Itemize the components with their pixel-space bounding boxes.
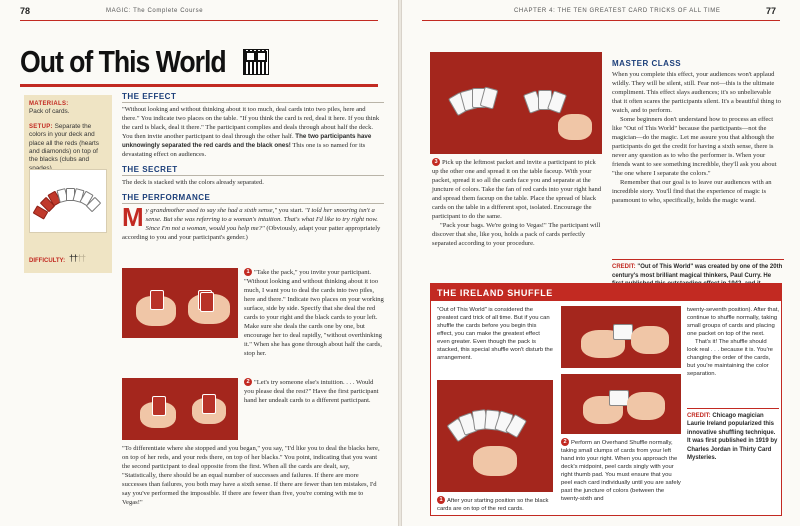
title-underline xyxy=(20,84,378,87)
credit-text-1: "Out of This World" was created by one of the 20th century's most brilliant magical thinkers, Paul Curry. He xyxy=(612,264,783,279)
ireland-photo-1 xyxy=(561,306,681,368)
materials-sidebar xyxy=(24,95,112,273)
ireland-col3 xyxy=(687,306,779,378)
running-head-right: CHAPTER 4: THE TEN GREATEST CARD TRICKS OF ALL TIME xyxy=(514,8,721,14)
step3-number: 3 xyxy=(432,158,440,166)
ireland-step2-body: Perform an Overhand Shuffle normally, taking small clumps of cards from your left hand into your right. When you approach the deck's midpoint, peel cards singly with your right thumb pad. You must ensure that you peel each card individually until you are safely past the juncture of colors (between the twenty-sixth and xyxy=(561,440,681,502)
drop-cap: M xyxy=(122,202,144,232)
master-class-p3: Remember that our goal is to leave our audiences with an incredible story. You'll find that the experience of magic is paramount to who, specifically, holds the magic wand. xyxy=(612,179,772,204)
effect-heading: THE EFFECT xyxy=(122,92,384,103)
setup-label: SETUP: xyxy=(29,123,53,130)
credit-box-2 xyxy=(687,408,779,462)
header-rule-left xyxy=(20,20,378,21)
intro-plain-2: (Obviously, adapt your patter appropriately according to you and your participant's gender.) xyxy=(122,225,381,241)
right-page xyxy=(402,0,800,526)
step1-text xyxy=(244,268,384,358)
credit-label-2: CREDIT: xyxy=(687,413,711,419)
ireland-step1 xyxy=(437,496,555,513)
master-class-body xyxy=(612,70,782,205)
step2-body: "Let's try someone else's intuition. . . . Would you please deal the rest?" Have the first participant hand her undealt cards to a different participant. xyxy=(244,379,379,404)
step2-continued: "To differentiate where she stopped and you began," you say, "I'd like you to deal the blacks here, on top of her reds, and your reds there, on top of her blacks." You point, indicating that you want the second participant to deal opposite from the first. When all the cards are dealt, say, "Statistically, there should be an equal number of successes and failures. If there are more successes than failures, you both may have a sixth sense. If there are fewer than ten mistakes, I'd say you've performed the impossible. If there are fewer than five, you're coming with me to Vegas!" xyxy=(122,445,380,506)
difficulty-label: DIFFICULTY: xyxy=(29,258,66,264)
main-column-left xyxy=(122,92,384,242)
card-fan-photo xyxy=(29,169,107,233)
secret-text: The deck is stacked with the colors already separated. xyxy=(122,179,264,186)
hand-right xyxy=(627,392,665,420)
intro-italic-2: "I told her snooring isn't a sense. But she was referring to a woman's intuition. That's what I'd like to try right now. Since I'm not a woman, would you help me?" xyxy=(145,207,378,232)
ireland-step1-body: After your starting position so the black cards are on top of the red cards. xyxy=(437,498,549,512)
page-title: Out of This World xyxy=(20,44,226,79)
hand-right xyxy=(631,326,669,354)
step2-photo xyxy=(122,378,238,440)
effect-bold: The two participants have unknowingly separated the red cards and the black ones! xyxy=(122,133,372,149)
effect-body-2: This one is so named for its devastating effect on audiences. xyxy=(122,142,366,158)
ireland-col3-p2: That's it! The shuffle should look real . . . because it is. You're changing the order of the cards, but you're maintaining the color separation. xyxy=(687,339,773,377)
step1-photo xyxy=(122,268,238,338)
step3-body: Pick up the leftmost packet and invite a participant to pick up the other one and spread it on the table faceup. With your packet, spread it so all the cards face you and separate at the juncture of colors. Take the fan of red cards into your right hand and spread them faceup on the table. Place the spread of black cards on the table in a different spot, isolated. Encourage the participant to do the same. xyxy=(432,159,602,220)
performance-intro xyxy=(122,202,384,242)
left-page xyxy=(0,0,398,526)
step1-body: "Take the pack," you invite your participant. "Without looking and without thinking about it too much, I want you to deal the cards into two piles, here and there." Indicate two places on your working surface, side by side. Specify that she deal the red cards to your right and the black cards to your left. Make sure she deals the cards one by one, but encourage her to deal rapidly, "without overthinking it." When she has gone through about half the cards, stop her. xyxy=(244,269,384,357)
difficulty-wands-icon: †††† xyxy=(69,253,86,263)
step2-number: 2 xyxy=(244,378,252,386)
materials-text: Pack of cards. xyxy=(29,108,70,116)
ireland-intro: "Out of This World" is considered the greatest card trick of all time. But if you can shuffle the cards before you begin this effect, you can make the greatest effect even greater. Even though the pack is stacked, this special shuffle won't disturb the arrangement. xyxy=(437,307,553,361)
photo-card xyxy=(152,396,166,416)
ireland-photo-3 xyxy=(561,374,681,434)
step3-text xyxy=(432,158,604,221)
master-class-p1: When you complete this effect, your audiences won't applaud wildly. They will be silent, still. Fear not—this is the ultimate compliment. This effect slays audiences; it's so unbelievable that it often scares the participants silent. It's a beautiful thing to watch, and to perform. xyxy=(612,71,781,114)
qr-code-icon[interactable] xyxy=(244,50,268,74)
page-number-left: 78 xyxy=(20,6,31,16)
setup-block xyxy=(29,123,107,173)
hand xyxy=(473,446,517,476)
photo-card xyxy=(613,324,633,340)
intro-plain: you start. xyxy=(277,207,305,214)
photo-card xyxy=(150,290,164,310)
ireland-step2 xyxy=(561,438,681,503)
secret-heading: THE SECRET xyxy=(122,165,384,176)
running-head-left: MAGIC: The Complete Course xyxy=(106,8,204,14)
materials-label: MATERIALS: xyxy=(29,101,69,107)
step2-text xyxy=(244,378,384,405)
ireland-col3-p1: twenty-seventh position). After that, continue to shuffle normally, taking small groups of cards and placing one packet on top of the next. xyxy=(687,307,780,337)
effect-body: "Without looking and without thinking about it too much, deal cards into two piles, here and there." You indicate two places on the table. "If you think the card is red, deal it here. If you think the card is black, deal it there." The participant complies and deals through about half the deck. You then invite another participant to deal through the other half. xyxy=(122,106,380,140)
photo-card xyxy=(202,394,216,414)
master-class-p2: Some beginners don't understand how to process an effect like "Out of This World" because the participants—not the magician—do the magic. Let me assure you that although the participants do get the credit for having a sixth sense, there is never any question as to who the performer is. When your friends want to see something incredible, they'll ask you about "the one where I separate the colors." xyxy=(612,116,777,177)
intro-italic: y grandmother used to say she had a sixth sense," xyxy=(145,207,278,214)
ireland-step1-number: 1 xyxy=(437,496,445,504)
master-class-heading: MASTER CLASS xyxy=(612,59,682,68)
effect-text xyxy=(122,105,384,159)
step3-continued: "Pack your bags. We're going to Vegas!" The participant will discover that she, like you, holds a pack of cards perfectly separated according to your procedure. xyxy=(432,222,601,247)
ireland-shuffle-box xyxy=(430,283,782,516)
credit-text-2: Chicago magician Laurie Ireland popularized this innovative shuffling technique. It was first published in 1919 by Charles Jordan in Thirty Card Mysteries. xyxy=(687,413,778,462)
credit-label-1: CREDIT: xyxy=(612,264,636,270)
step3-block xyxy=(432,158,604,248)
ireland-step2-number: 2 xyxy=(561,438,569,446)
setup-text: Separate the colors in your deck and place all the reds (hearts and diamonds) on top of the blacks (clubs and xyxy=(29,122,99,164)
step3-photo xyxy=(430,52,602,154)
page-number-right: 77 xyxy=(766,6,777,16)
header-rule-right xyxy=(422,20,780,21)
step1-number: 1 xyxy=(244,268,252,276)
photo-card xyxy=(200,292,214,312)
ireland-heading: THE IRELAND SHUFFLE xyxy=(431,284,781,301)
hand-right xyxy=(558,114,592,140)
photo-card xyxy=(609,390,629,406)
performance-heading: THE PERFORMANCE xyxy=(122,193,384,204)
ireland-photo-2 xyxy=(437,380,553,492)
